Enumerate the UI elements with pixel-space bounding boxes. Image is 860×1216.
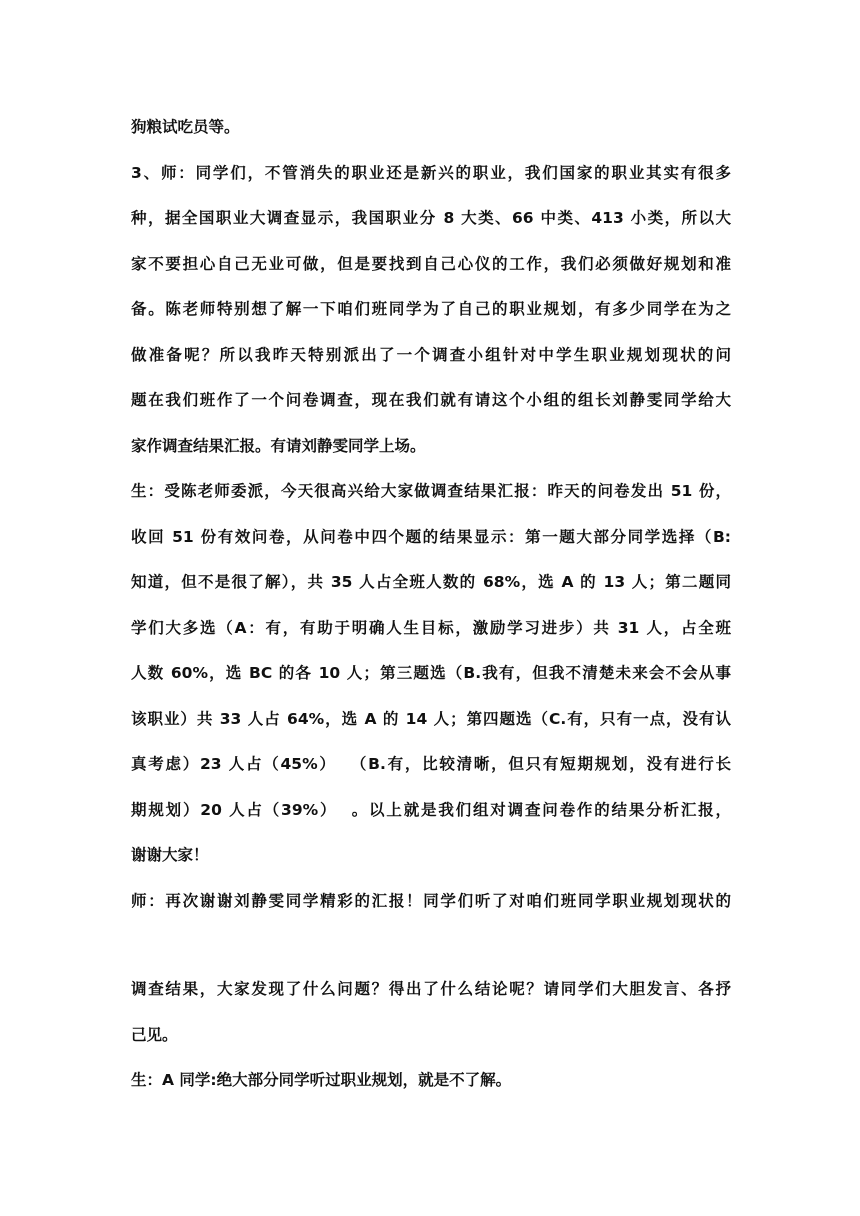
text-line: 生：受陈老师委派，今天很高兴给大家做调查结果汇报：昨天的问卷发出 51 份， bbox=[131, 482, 731, 500]
text-line: 谢谢大家！ bbox=[131, 846, 209, 864]
text-line: 期规划）20 人占（39%） 。以上就是我们组对调查问卷作的结果分析汇报， bbox=[131, 801, 731, 819]
text-line: 调查结果，大家发现了什么问题？得出了什么结论呢？请同学们大胆发言、各抒 bbox=[131, 980, 731, 998]
text-line: 收回 51 份有效问卷，从问卷中四个题的结果显示：第一题大部分同学选择（B: bbox=[131, 528, 731, 546]
text-line: 种，据全国职业大调查显示，我国职业分 8 大类、66 中类、413 小类，所以大 bbox=[131, 209, 731, 227]
text-line: 学们大多选（A：有，有助于明确人生目标，激励学习进步）共 31 人，占全班 bbox=[131, 619, 731, 637]
text-line: 真考虑）23 人占（45%） （B.有，比较清晰，但只有短期规划，没有进行长 bbox=[131, 755, 731, 773]
text-line: 题在我们班作了一个问卷调查，现在我们就有请这个小组的组长刘静雯同学给大 bbox=[131, 391, 731, 409]
text-line: 知道，但不是很了解），共 35 人占全班人数的 68%，选 A 的 13 人；第二题同 bbox=[131, 573, 731, 591]
text-line: 狗粮试吃员等。 bbox=[131, 118, 240, 136]
text-line: 3、师：同学们，不管消失的职业还是新兴的职业，我们国家的职业其实有很多 bbox=[131, 164, 731, 182]
text-line: 己见。 bbox=[131, 1026, 178, 1044]
text-line: 备。陈老师特别想了解一下咱们班同学为了自己的职业规划，有多少同学在为之 bbox=[131, 300, 731, 318]
text-line: 师：再次谢谢刘静雯同学精彩的汇报！同学们听了对咱们班同学职业规划现状的 bbox=[131, 892, 731, 910]
text-line: 生：A 同学:绝大部分同学听过职业规划，就是不了解。 bbox=[131, 1071, 512, 1089]
text-line: 家不要担心自己无业可做，但是要找到自己心仪的工作，我们必须做好规划和准 bbox=[131, 255, 731, 273]
text-line: 人数 60%，选 BC 的各 10 人；第三题选（B.我有，但我不清楚未来会不会从事 bbox=[131, 664, 731, 682]
text-line: 做准备呢？所以我昨天特别派出了一个调查小组针对中学生职业规划现状的问 bbox=[131, 346, 731, 364]
text-line: 家作调查结果汇报。有请刘静雯同学上场。 bbox=[131, 437, 426, 455]
text-line: 该职业）共 33 人占 64%，选 A 的 14 人；第四题选（C.有，只有一点，没有认 bbox=[131, 710, 731, 728]
